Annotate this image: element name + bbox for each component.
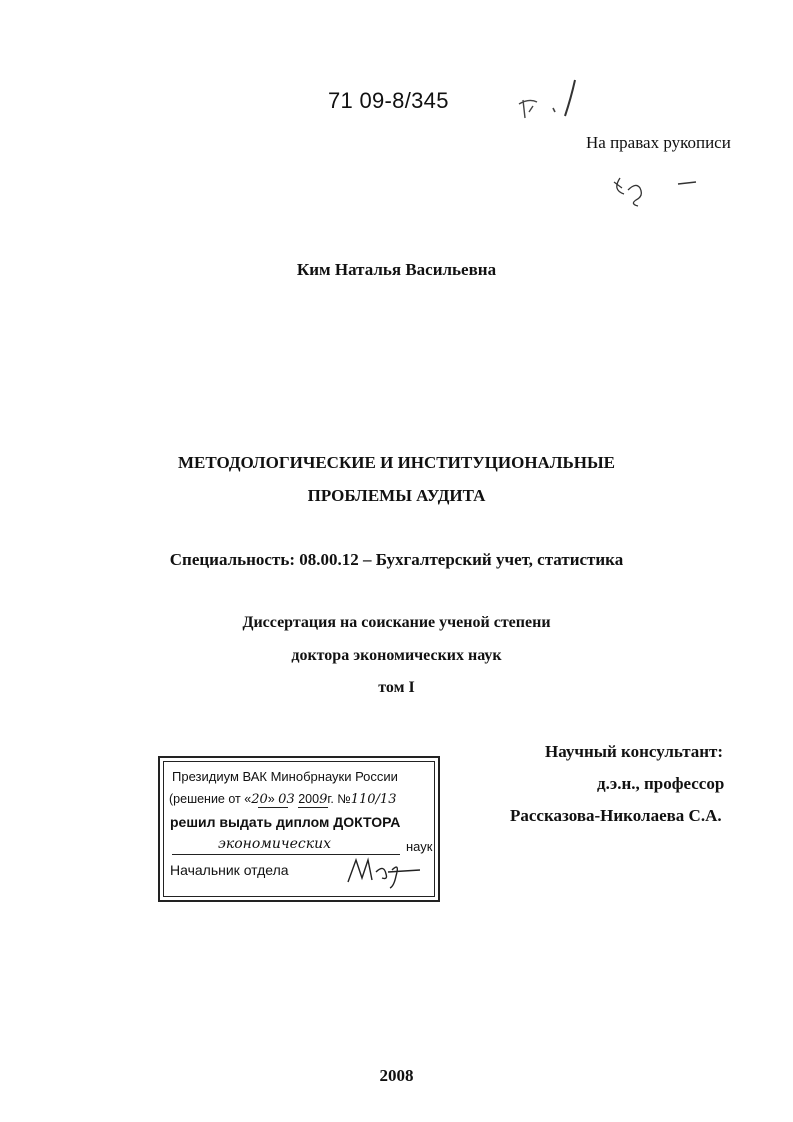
stamp-year-digit: 9	[319, 792, 328, 807]
stamp-line-decision: (решение от «20» 03 2009г. №110/13	[169, 792, 397, 807]
stamp-month: 03	[278, 792, 295, 807]
stamp-day: 20	[251, 792, 268, 807]
author-name: Ким Наталья Васильевна	[296, 260, 497, 279]
stamp-decision-prefix: (решение от «	[169, 792, 252, 806]
stamp-line-diploma: решил выдать диплом ДОКТОРА	[170, 814, 401, 830]
specialty: Специальность: 08.00.12 – Бухгалтерский учет, статистика	[169, 550, 624, 569]
degree-line-1: Диссертация на соискание ученой степени	[242, 614, 551, 631]
stamp-number-label: г. №	[327, 792, 351, 806]
dissertation-title-line-1: МЕТОДОЛОГИЧЕСКИЕ И ИНСТИТУЦИОНАЛЬНЫЕ	[177, 453, 615, 472]
consultant-label: Научный консультант:	[545, 742, 724, 761]
vak-stamp-inner-border	[163, 761, 435, 897]
stamp-number: 110/13	[350, 792, 397, 807]
year: 2008	[379, 1066, 414, 1085]
volume-number: том I	[378, 679, 415, 696]
degree-line-2: доктора экономических наук	[291, 647, 502, 664]
dissertation-title-line-2: ПРОБЛЕМЫ АУДИТА	[307, 486, 486, 505]
stamp-signature	[344, 854, 434, 890]
handwritten-signature-top	[610, 168, 705, 210]
stamp-head-label: Начальник отдела	[170, 862, 289, 878]
stamp-line-presidium: Президиум ВАК Минобрнауки России	[172, 769, 398, 784]
catalog-code: 71 09-8/345	[328, 88, 449, 113]
stamp-year-prefix: 200	[298, 792, 320, 806]
consultant-name: Рассказова-Николаева С.А.	[510, 806, 722, 825]
vak-stamp	[158, 756, 440, 902]
consultant-degree: д.э.н., профессор	[597, 774, 725, 793]
stamp-field: экономических	[218, 836, 332, 852]
manuscript-rights-note: На правах рукописи	[586, 133, 731, 152]
stamp-field-suffix: наук	[406, 839, 433, 854]
handwritten-mark-top	[515, 78, 585, 123]
